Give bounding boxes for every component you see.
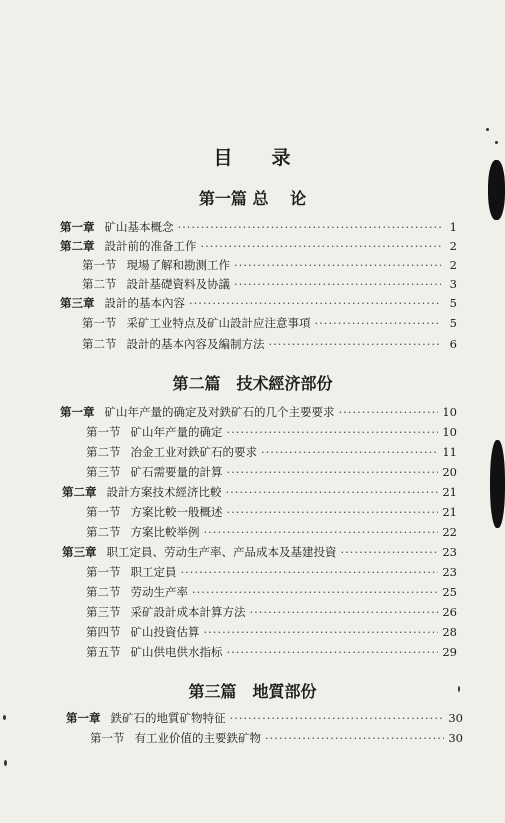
entry-page: 20 xyxy=(442,465,457,479)
dot-leader xyxy=(265,730,444,746)
scan-speck xyxy=(3,715,6,720)
entry-page: 25 xyxy=(442,585,457,599)
entry-number: 第一节 xyxy=(86,425,121,439)
entry-page: 29 xyxy=(442,645,457,659)
entry-number: 第一节 xyxy=(82,316,117,330)
toc-entry-section[interactable] xyxy=(86,584,457,600)
entry-number: 第一节 xyxy=(90,731,125,745)
toc-entry-section[interactable] xyxy=(90,730,463,746)
entry-number: 第一节 xyxy=(86,505,121,519)
entry-title: 矿山年产量的确定 xyxy=(130,425,223,439)
toc-heading-right: 录 xyxy=(271,147,292,169)
entry-page: 26 xyxy=(442,605,457,619)
dot-leader xyxy=(341,544,439,560)
entry-number: 第二章 xyxy=(62,485,97,499)
scan-speck xyxy=(486,128,489,131)
toc-entry-section[interactable] xyxy=(82,257,457,273)
entry-title: 設計方案技术經济比較 xyxy=(106,485,222,499)
entry-page: 23 xyxy=(442,565,457,579)
entry-title: 采矿工业特点及矿山設計应注意事項 xyxy=(126,316,311,330)
dot-leader xyxy=(201,238,442,254)
entry-number: 第二节 xyxy=(86,585,121,599)
dot-leader xyxy=(189,295,441,311)
dot-leader xyxy=(227,464,439,480)
dot-leader xyxy=(181,564,439,580)
entry-page: 28 xyxy=(442,625,457,639)
entry-title: 劳动生产率 xyxy=(130,585,188,599)
dot-leader xyxy=(339,404,439,420)
entry-page: 30 xyxy=(448,731,463,745)
toc-entry-chapter[interactable] xyxy=(60,404,457,420)
dot-leader xyxy=(227,424,439,440)
entry-page: 10 xyxy=(442,405,457,419)
toc-entry-section[interactable] xyxy=(86,644,457,660)
dot-leader xyxy=(250,604,439,620)
dot-leader xyxy=(234,276,441,292)
toc-entry-chapter[interactable] xyxy=(60,238,457,254)
scan-speck xyxy=(458,686,460,692)
entry-title: 职工定員 xyxy=(130,565,177,579)
entry-title: 鉄矿石的地質矿物特征 xyxy=(110,711,226,725)
dot-leader xyxy=(269,336,442,352)
entry-title: 冶金工业对鉄矿石的要求 xyxy=(130,445,257,459)
toc-entry-section[interactable] xyxy=(86,604,457,620)
entry-title: 設計的基本內容 xyxy=(104,296,185,310)
toc-entry-chapter[interactable] xyxy=(60,295,457,311)
toc-entry-chapter[interactable] xyxy=(60,219,457,235)
entry-title: 方案比較一般概述 xyxy=(130,505,223,519)
entry-page: 22 xyxy=(442,525,457,539)
entry-number: 第五节 xyxy=(86,645,121,659)
entry-page: 23 xyxy=(442,545,457,559)
entry-title: 設計前的准备工作 xyxy=(104,239,197,253)
entry-page: 2 xyxy=(449,258,457,272)
dot-leader xyxy=(261,444,438,460)
dot-leader xyxy=(234,257,441,273)
entry-page: 21 xyxy=(442,485,457,499)
dot-leader xyxy=(192,584,438,600)
dot-leader xyxy=(204,624,439,640)
entry-title: 矿石需要量的計算 xyxy=(130,465,223,479)
toc-entry-section[interactable] xyxy=(82,276,457,292)
part-title: 第三篇 地質部份 xyxy=(188,682,317,701)
toc-entry-section[interactable] xyxy=(82,315,457,331)
entry-number: 第一章 xyxy=(60,220,95,234)
dot-leader xyxy=(230,710,445,726)
entry-number: 第四节 xyxy=(86,625,121,639)
toc-entry-section[interactable] xyxy=(86,424,457,440)
entry-page: 21 xyxy=(442,505,457,519)
toc-entry-chapter[interactable] xyxy=(66,710,463,726)
entry-number: 第三节 xyxy=(86,465,121,479)
toc-entry-chapter[interactable] xyxy=(62,484,457,500)
entry-number: 第一节 xyxy=(86,565,121,579)
entry-number: 第一节 xyxy=(82,258,117,272)
entry-title: 設計的基本內容及編制方法 xyxy=(126,337,265,351)
entry-number: 第二节 xyxy=(86,445,121,459)
entry-number: 第一章 xyxy=(60,405,95,419)
entry-title: 矿山供电供水指标 xyxy=(130,645,223,659)
entry-title: 現場了解和勘测工作 xyxy=(126,258,230,272)
toc-entry-section[interactable] xyxy=(86,564,457,580)
entry-page: 10 xyxy=(442,425,457,439)
toc-heading xyxy=(0,143,505,171)
toc-entry-section[interactable] xyxy=(86,624,457,640)
entry-number: 第二节 xyxy=(86,525,121,539)
entry-number: 第三章 xyxy=(62,545,97,559)
entry-title: 矿山投資估算 xyxy=(130,625,200,639)
dot-leader xyxy=(226,484,439,500)
entry-number: 第三节 xyxy=(86,605,121,619)
entry-page: 5 xyxy=(449,316,457,330)
toc-entry-section[interactable] xyxy=(86,464,457,480)
scan-speck xyxy=(4,760,7,766)
entry-page: 1 xyxy=(449,220,457,234)
entry-page: 2 xyxy=(449,239,457,253)
toc-entry-section[interactable] xyxy=(86,504,457,520)
toc-entry-section[interactable] xyxy=(86,524,457,540)
toc-entry-section[interactable] xyxy=(86,444,457,460)
scan-speck xyxy=(495,141,498,144)
entry-page: 3 xyxy=(449,277,457,291)
entry-page: 6 xyxy=(449,337,457,351)
entry-number: 第二节 xyxy=(82,277,117,291)
entry-title: 职工定員、劳动生产率、产品成本及基建投資 xyxy=(106,545,337,559)
entry-number: 第一章 xyxy=(66,711,101,725)
scan-blot xyxy=(488,160,505,220)
entry-number: 第二章 xyxy=(60,239,95,253)
dot-leader xyxy=(315,315,442,331)
toc-entry-chapter[interactable] xyxy=(62,544,457,560)
dot-leader xyxy=(227,504,439,520)
toc-heading-left: 目 xyxy=(213,147,234,169)
entry-title: 方案比較举例 xyxy=(130,525,200,539)
entry-title: 矿山基本概念 xyxy=(104,220,174,234)
scan-blot xyxy=(490,440,505,528)
dot-leader xyxy=(227,644,439,660)
entry-number: 第二节 xyxy=(82,337,117,351)
dot-leader xyxy=(204,524,439,540)
entry-number: 第三章 xyxy=(60,296,95,310)
dot-leader xyxy=(178,219,442,235)
entry-title: 設計基礎資料及协議 xyxy=(126,277,230,291)
entry-title: 矿山年产量的确定及对鉄矿石的几个主要要求 xyxy=(104,405,335,419)
toc-entry-section[interactable] xyxy=(82,336,457,352)
entry-title: 采矿設計成本計算方法 xyxy=(130,605,246,619)
entry-page: 30 xyxy=(448,711,463,725)
entry-page: 5 xyxy=(449,296,457,310)
entry-title: 有工业价值的主要鉄矿物 xyxy=(134,731,261,745)
part-title: 第一篇 总 论 xyxy=(198,189,307,208)
entry-page: 11 xyxy=(442,445,457,459)
part-title: 第二篇 技术經济部份 xyxy=(172,374,333,393)
